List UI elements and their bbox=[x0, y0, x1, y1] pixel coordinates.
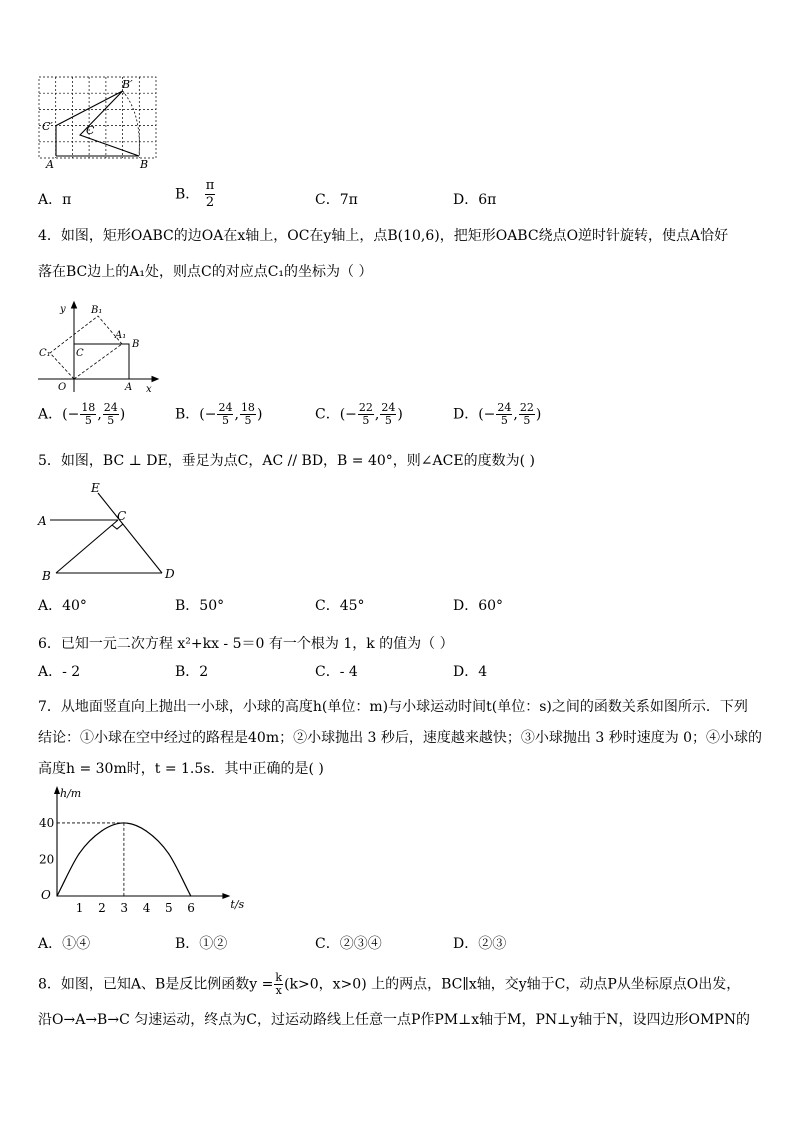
q7-question-line3: 高度h = 30m时，t = 1.5s．其中正确的是( ) bbox=[38, 761, 324, 777]
q3-label-c: C bbox=[86, 124, 95, 137]
data-point bbox=[56, 895, 57, 896]
q4-label-a1: A₁ bbox=[115, 330, 127, 341]
fraction-denominator: 5 bbox=[244, 414, 252, 427]
q7-option-a: A．①④ bbox=[38, 936, 91, 952]
q4-question-line2: 落在BC边上的A₁处，则点C的对应点C₁的坐标为（ ） bbox=[38, 264, 373, 280]
q5-label-c: C bbox=[117, 509, 127, 523]
x-axis-label: t/s bbox=[230, 898, 245, 911]
fraction-denominator: x bbox=[275, 984, 282, 997]
comma: , bbox=[374, 406, 380, 423]
close-paren: ) bbox=[256, 406, 263, 423]
q4-option-b-prefix: B．(− bbox=[175, 406, 217, 423]
q4-option-c-prefix: C．(− bbox=[315, 406, 357, 423]
fraction-numerator: π bbox=[205, 178, 215, 193]
fraction-denominator: 5 bbox=[84, 414, 92, 427]
q6-option-c: C．- 4 bbox=[315, 664, 358, 680]
q4-figure bbox=[36, 296, 166, 396]
q4-question-line1: 4．如图，矩形OABC的边OA在x轴上，OC在y轴上，点B(10,6)，把矩形OABC绕点O逆时针旋转，使点A恰好 bbox=[38, 228, 729, 244]
q4-label-o: O bbox=[58, 382, 67, 393]
q6-option-b: B．2 bbox=[175, 664, 209, 680]
fraction-denominator: 5 bbox=[221, 414, 229, 427]
fraction-denominator: 5 bbox=[384, 414, 392, 427]
q7-option-c: C．②③④ bbox=[315, 936, 382, 952]
fraction-denominator: 5 bbox=[362, 414, 370, 427]
fraction-numerator: 24 bbox=[497, 401, 512, 414]
q4-option-a-frac2 bbox=[103, 402, 119, 427]
q4-option-d-frac1 bbox=[496, 402, 512, 427]
q5-label-d: D bbox=[165, 567, 175, 581]
q4-label-b: B bbox=[132, 339, 140, 350]
close-paren: ) bbox=[397, 406, 403, 423]
comma: , bbox=[97, 406, 102, 423]
close-paren: ) bbox=[535, 406, 542, 423]
fraction-numerator: 24 bbox=[218, 401, 233, 414]
q4-option-d bbox=[453, 402, 541, 427]
fraction-numerator: 18 bbox=[81, 401, 96, 414]
data-point bbox=[101, 830, 102, 831]
q5-option-d: D．60° bbox=[453, 598, 504, 614]
q5-figure bbox=[36, 478, 186, 584]
q4-label-c: C bbox=[76, 348, 84, 359]
q7-option-b: B．①② bbox=[175, 936, 228, 952]
fraction-denominator: 5 bbox=[500, 414, 508, 427]
q5-label-b: B bbox=[42, 569, 51, 583]
q4-label-x: x bbox=[146, 384, 152, 395]
q4-option-a-frac1 bbox=[80, 402, 96, 427]
q3-label-b1: B′ bbox=[122, 78, 133, 91]
q3-option-d: D．6π bbox=[453, 192, 497, 208]
q4-option-a-prefix: A．(− bbox=[38, 406, 80, 423]
y-axis-label: h/m bbox=[60, 787, 82, 800]
q8-question-line2: 沿O→A→B→C 匀速运动，终点为C，过运动路线上任意一点P作PM⊥x轴于M，PN⊥y轴于N，设四边形OMPN的 bbox=[38, 1012, 750, 1028]
q4-option-b-frac1 bbox=[217, 402, 233, 427]
x-tick-label: 1 bbox=[75, 901, 84, 915]
q3-option-b-prefix: B． bbox=[175, 186, 200, 203]
q6-option-d: D．4 bbox=[453, 664, 488, 680]
q3-label-b: B bbox=[140, 158, 149, 171]
q5-label-a: A bbox=[38, 514, 47, 528]
q4-label-a: A bbox=[125, 382, 133, 393]
fraction-numerator: 22 bbox=[519, 401, 534, 414]
y-tick-label: 40 bbox=[39, 815, 55, 830]
fraction-numerator: 24 bbox=[103, 401, 118, 414]
q5-label-e: E bbox=[91, 481, 100, 495]
comma: , bbox=[513, 406, 518, 423]
q4-option-a bbox=[38, 402, 125, 427]
q4-option-c bbox=[315, 402, 403, 427]
x-tick-label: 2 bbox=[98, 901, 106, 915]
q7-height-time-chart bbox=[30, 785, 245, 917]
q4-option-c-frac1 bbox=[358, 402, 374, 427]
data-point bbox=[168, 853, 169, 854]
q4-label-b1: B₁ bbox=[91, 305, 103, 316]
q5-option-b: B．50° bbox=[175, 598, 225, 614]
x-tick-label: 4 bbox=[142, 901, 151, 915]
origin-label: O bbox=[41, 888, 51, 902]
close-paren: ) bbox=[119, 406, 126, 423]
q5-option-c: C．45° bbox=[315, 598, 365, 614]
q5-question-line1: 5．如图，BC ⊥ DE，垂足为点C，AC // BD，B = 40°，则∠ACE的度数为( ) bbox=[38, 453, 535, 469]
q4-option-c-frac2 bbox=[380, 402, 396, 427]
data-point bbox=[79, 853, 80, 854]
fraction-denominator: 5 bbox=[107, 414, 115, 427]
q8-line1-end: (k>0，x>0) 上的两点，BC∥x轴，交y轴于C，动点P从坐标原点O出发， bbox=[284, 976, 741, 993]
q8-fraction bbox=[274, 972, 283, 997]
x-tick-label: 6 bbox=[187, 901, 195, 915]
fraction-numerator: 24 bbox=[381, 401, 396, 414]
q3-option-b-fraction bbox=[205, 178, 216, 211]
fraction-denominator: 2 bbox=[205, 195, 215, 210]
q8-question-line1 bbox=[38, 972, 740, 997]
q4-label-c1: C₁ bbox=[39, 348, 51, 359]
q4-option-d-prefix: D．(− bbox=[453, 406, 496, 423]
x-tick-label: 3 bbox=[120, 901, 129, 915]
fraction-numerator: 18 bbox=[240, 401, 255, 414]
q3-option-a: A．π bbox=[38, 192, 72, 208]
x-tick-label: 5 bbox=[165, 901, 173, 915]
q3-option-b bbox=[175, 178, 216, 211]
q7-option-d: D．②③ bbox=[453, 936, 507, 952]
x-axis-arrow bbox=[222, 893, 230, 899]
y-tick-label: 20 bbox=[39, 852, 55, 867]
fraction-numerator: 22 bbox=[358, 401, 373, 414]
q4-option-b-frac2 bbox=[240, 402, 256, 427]
q7-question-line2: 结论：①小球在空中经过的路程是40m；②小球抛出 3 秒后，速度越来越快；③小球抛出 3 秒时速度为 0；④小球的 bbox=[38, 730, 763, 746]
q6-option-a: A．- 2 bbox=[38, 664, 81, 680]
q5-option-a: A．40° bbox=[38, 598, 87, 614]
q4-label-y: y bbox=[60, 304, 66, 315]
fraction-numerator: k bbox=[275, 971, 283, 984]
q4-option-d-frac2 bbox=[519, 402, 535, 427]
q8-line1-start: 8．如图，已知A、B是反比例函数y = bbox=[38, 976, 274, 993]
fraction-denominator: 5 bbox=[523, 414, 531, 427]
q3-figure bbox=[36, 74, 164, 172]
q3-label-a: A bbox=[46, 158, 54, 171]
data-point bbox=[146, 830, 147, 831]
q6-question-line1: 6．已知一元二次方程 x²+kx - 5＝0 有一个根为 1，k 的值为（ ） bbox=[38, 636, 454, 652]
data-point bbox=[190, 895, 191, 896]
q4-option-b bbox=[175, 402, 262, 427]
q3-label-c1: C′ bbox=[42, 120, 53, 133]
q3-option-c: C．7π bbox=[315, 192, 358, 208]
q7-question-line1: 7．从地面竖直向上抛出一小球，小球的高度h(单位：m)与小球运动时间t(单位：s)之间的函数关系如图所示．下列 bbox=[38, 699, 748, 715]
comma: , bbox=[234, 406, 239, 423]
data-point bbox=[123, 822, 124, 823]
